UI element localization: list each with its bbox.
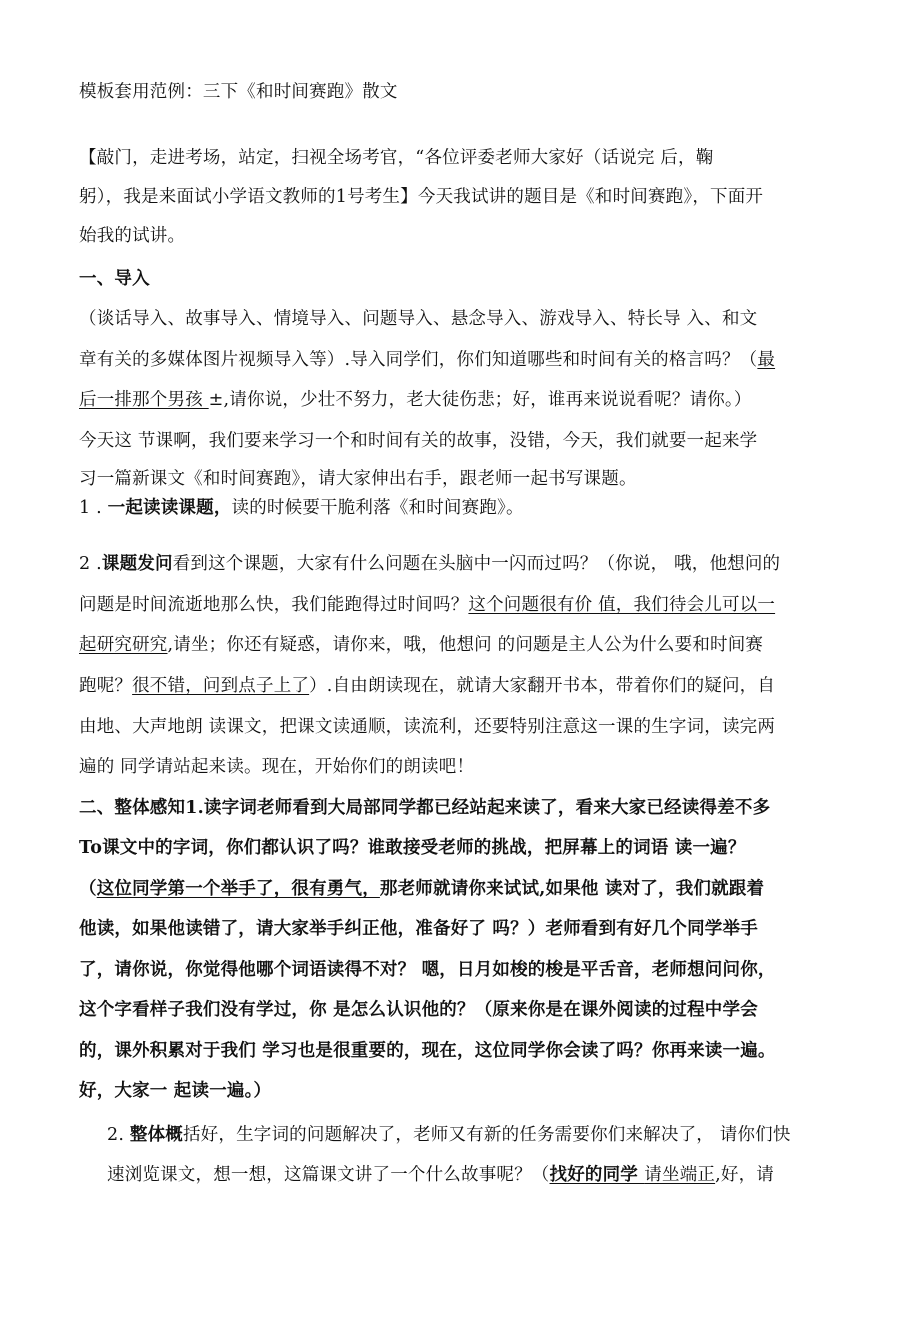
intro-text: 始我的试讲。 (79, 226, 186, 246)
item-number: 1 . (79, 498, 108, 518)
s2-line-2 (79, 834, 839, 859)
section-text-bold: 二、整体感知1.读字词老师看到大局部同学都已经站起来读了，看来大家已经读得差不多 (79, 798, 771, 818)
underlined-note: 最 (757, 350, 776, 370)
s2-item-2-line-1 (107, 1121, 842, 1146)
paragraph-text: 由地、大声地朗 读课文，把课文读通顺，读流利，还要特别注意这一课的生字词，读完两 (79, 717, 776, 737)
s2-line-4 (79, 915, 839, 940)
item-bold-label: 课题发问 (101, 554, 173, 574)
s2-line-1 (79, 794, 839, 819)
underlined-note: 很不错，问到点子上了 (132, 676, 310, 696)
section-text-bold: 这个字看样子我们没有学过，你 是怎么认识他的？（原来你是在课外阅读的过程中学会 (79, 1000, 758, 1020)
s1-item-2-line-2 (79, 591, 839, 616)
s2-item-2-line-2 (107, 1161, 842, 1186)
paragraph-text: ±,请你说，少壮不努力，老大徒伤悲；好，谁再来说说看呢？请你。） (208, 390, 752, 410)
s1-item-2-line-1 (79, 550, 839, 575)
paragraph-text: 问题是时间流逝地那么快，我们能跑得过时间吗？ (79, 595, 469, 615)
section-text-bold: 的，课外积累对于我们 学习也是很重要的，现在，这位同学你会读了吗？你再来读一遍。 (79, 1041, 776, 1061)
s1-line-4 (79, 427, 839, 452)
intro-line-2 (79, 183, 839, 208)
item-bold-label: 一起读读课题， (107, 498, 232, 518)
paragraph-text: （谈话导入、故事导入、情境导入、问题导入、悬念导入、游戏导入、特长导 入、和文 (79, 309, 758, 329)
section-text-bold: To课文中的字词，你们都认识了吗？谁敢接受老师的挑战，把屏幕上的词语 读一遍？ (79, 838, 746, 858)
item-number: 2 . (79, 554, 102, 574)
intro-line-3 (79, 222, 839, 247)
s1-item-2-line-6 (79, 753, 839, 778)
section-heading-intro (79, 265, 839, 290)
s2-line-6 (79, 996, 839, 1021)
paragraph-text: ,好，请 (715, 1165, 774, 1185)
underlined-note: 请坐端正 (644, 1165, 716, 1185)
s2-line-8 (79, 1077, 839, 1102)
paragraph-text: ）.自由朗读现在，就请大家翻开书本，带着你们的疑问，自 (309, 676, 776, 696)
paragraph-text: ,请坐；你还有疑惑，请你来，哦，他想问 的问题是主人公为什么要和时间赛 (167, 635, 764, 655)
s2-line-7 (79, 1037, 839, 1062)
paragraph-text: 括好，生字词的问题解决了，老师又有新的任务需要你们来解决了， 请你们快 (182, 1125, 791, 1145)
section-text-bold: （ (79, 879, 97, 899)
title-text: 模板套用范例：三下《和时间赛跑》散文 (79, 82, 398, 102)
item-number: 2. (107, 1125, 130, 1145)
section-text-bold: 好，大家一 起读一遍。） (79, 1081, 272, 1101)
intro-text: 【敲门，走进考场，站定，扫视全场考官，“各位评委老师大家好（话说完 后，鞠 (79, 148, 714, 168)
document-title (79, 78, 839, 103)
item-bold-label: 整体概 (129, 1125, 183, 1145)
section-text-bold: 他读，如果他读错了，请大家举手纠正他，准备好了 吗？）老师看到有好几个同学举手 (79, 919, 758, 939)
paragraph-text: 跑呢？ (79, 676, 133, 696)
section-text-bold: 那老师就请你来试试,如果他 读对了，我们就跟着 (379, 879, 765, 899)
underlined-note: 这位同学第一个举手了，很有勇气， (96, 879, 380, 899)
paragraph-text: 习一篇新课文《和时间赛跑》，请大家伸出右手，跟老师一起书写课题。 (79, 469, 637, 489)
intro-text: 躬），我是来面试小学语文教师的1号考生】今天我试讲的题目是《和时间赛跑》，下面开 (79, 187, 764, 207)
paragraph-text: 读的时候要干脆利落《和时间赛跑》。 (231, 498, 524, 518)
paragraph-text: 速浏览课文，想一想，这篇课文讲了一个什么故事呢？（ (107, 1165, 550, 1185)
s1-item-2-line-3 (79, 631, 839, 656)
underlined-note: 后一排那个男孩 (79, 390, 209, 410)
s1-item-1 (79, 494, 839, 519)
s2-line-5 (79, 956, 839, 981)
paragraph-text: 今天这 节课啊，我们要来学习一个和时间有关的故事，没错，今天，我们就要一起来学 (79, 431, 758, 451)
s1-line-5 (79, 465, 839, 490)
paragraph-text: 遍的 同学请站起来读。现在，开始你们的朗读吧！ (79, 757, 475, 777)
s1-line-3 (79, 386, 839, 411)
s1-line-1 (79, 305, 839, 330)
underlined-note: 这个问题很有价 值，我们待会儿可以一 (468, 595, 776, 615)
paragraph-text: 章有关的多媒体图片视频导入等）.导入同学们，你们知道哪些和时间有关的格言吗？（ (79, 350, 758, 370)
section-text-bold: 了，请你说，你觉得他哪个词语读得不对？ 嗯，日月如梭的梭是平舌音，老师想问问你， (79, 960, 776, 980)
underlined-note: 起研究研究 (79, 635, 168, 655)
section-heading-text: 一、导入 (79, 269, 150, 289)
intro-line-1 (79, 144, 839, 169)
underlined-note: 找好的同学 (549, 1165, 645, 1185)
s1-line-2 (79, 346, 839, 371)
s2-line-3 (79, 875, 839, 900)
s1-item-2-line-4 (79, 672, 839, 697)
s1-item-2-line-5 (79, 713, 839, 738)
paragraph-text: 看到这个课题，大家有什么问题在头脑中一闪而过吗？（你说， 哦，他想问的 (172, 554, 781, 574)
